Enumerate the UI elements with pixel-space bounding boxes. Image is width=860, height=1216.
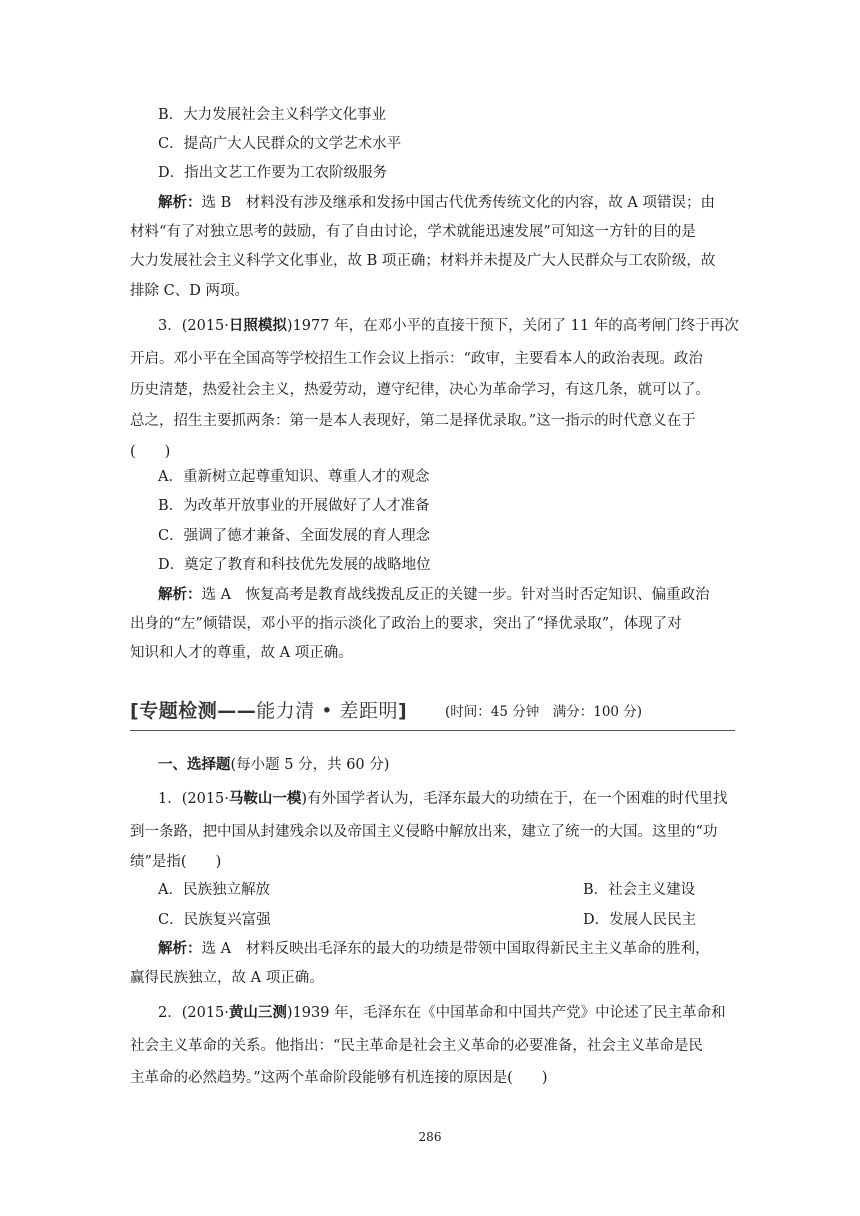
stem-text: )有外国学者认为，毛泽东最大的功绩在于，在一个困难的时代里找	[301, 791, 728, 807]
section-title-light: 能力清 • 差距明	[256, 700, 398, 722]
section-header	[130, 694, 735, 731]
stem-text: )1939 年，毛泽东在《中国革命和中国共产党》中论述了民主革命和	[286, 1005, 726, 1021]
stem-line: 开启。邓小平在全国高等学校招生工作会议上指示：“政审，主要看本人的政治表现。政治	[130, 351, 703, 367]
bracket-close: ]	[398, 700, 408, 722]
analysis-label: 解析：	[158, 586, 202, 603]
question-source: 日照模拟	[228, 317, 287, 334]
option-b: B．为改革开放事业的开展做好了人才准备	[158, 498, 430, 514]
option-a: A．民族独立解放	[158, 882, 270, 898]
question-1-stem	[158, 789, 763, 809]
analysis-text: 选 B 材料没有涉及继承和发扬中国古代优秀传统文化的内容，故 A 项错误；由	[201, 195, 715, 211]
section-title-bold: 专题检测——	[139, 700, 257, 722]
option-c: C．强调了德才兼备、全面发展的育人理念	[158, 528, 431, 544]
option-d: D．奠定了教育和科技优先发展的战略地位	[158, 557, 431, 573]
option-row	[158, 910, 763, 930]
option-c: C．提高广大人民群众的文学艺术水平	[158, 136, 402, 152]
stem-line: 总之，招生主要抓两条：第一是本人表现好，第二是择优录取。”这一指示的时代意义在于	[130, 413, 696, 429]
question-number: 2．(2015·	[158, 1005, 229, 1021]
answer-blank: ( )	[130, 444, 171, 460]
time-score-note: (时间：45 分钟 满分：100 分)	[445, 704, 643, 720]
analysis-line: 排除 C、D 两项。	[130, 283, 249, 299]
part-heading	[158, 755, 763, 775]
part-heading-title: 一、选择题	[158, 756, 231, 773]
section-title	[130, 696, 407, 723]
stem-line: 历史清楚，热爱社会主义，热爱劳动，遵守纪律，决心为革命学习，有这几条，就可以了。	[130, 382, 710, 398]
option-a: A．重新树立起尊重知识、尊重人才的观念	[158, 469, 430, 485]
option-b: B．社会主义建设	[583, 882, 696, 898]
bracket-open: [	[130, 700, 140, 722]
stem-line: 绩”是指( )	[130, 854, 222, 870]
stem-text: )1977 年，在邓小平的直接干预下，关闭了 11 年的高考闸门终于再次	[286, 318, 739, 334]
analysis-text: 选 A 恢复高考是教育战线拨乱反正的关键一步。针对当时否定知识、偏重政治	[201, 587, 710, 603]
option-b: B．大力发展社会主义科学文化事业	[158, 107, 387, 123]
part-heading-note: (每小题 5 分，共 60 分)	[230, 757, 390, 773]
analysis-line: 材料“有了对独立思考的鼓励，有了自由讨论，学术就能迅速发展”可知这一方针的目的是	[130, 224, 696, 240]
page-number: 286	[418, 1130, 442, 1144]
stem-line: 主革命的必然趋势。”这两个革命阶段能够有机连接的原因是( )	[130, 1070, 548, 1086]
option-d: D．指出文艺工作要为工农阶级服务	[158, 165, 388, 181]
stem-line: 到一条路，把中国从封建残余以及帝国主义侵略中解放出来，建立了统一的大国。这里的“功	[130, 824, 718, 840]
analysis-text: 选 A 材料反映出毛泽东的最大的功绩是带领中国取得新民主主义革命的胜利，	[201, 941, 710, 957]
analysis-line	[158, 585, 763, 605]
stem-line: 社会主义革命的关系。他指出：“民主革命是社会主义革命的必要准备，社会主义革命是民	[130, 1038, 703, 1054]
analysis-label: 解析：	[158, 194, 202, 211]
analysis-line	[158, 939, 763, 959]
question-2-stem	[158, 1003, 763, 1023]
option-d: D．发展人民民主	[583, 912, 697, 928]
question-number: 3．(2015·	[158, 318, 229, 334]
analysis-line: 赢得民族独立，故 A 项正确。	[130, 970, 324, 986]
analysis-label: 解析：	[158, 940, 202, 957]
question-source: 马鞍山一模	[228, 790, 302, 807]
analysis-line: 大力发展社会主义科学文化事业，故 B 项正确；材料并未提及广大人民群众与工农阶级，故	[130, 253, 716, 269]
analysis-line: 知识和人才的尊重，故 A 项正确。	[130, 645, 353, 661]
analysis-line: 出身的“左”倾错误，邓小平的指示淡化了政治上的要求，突出了“择优录取”，体现了对	[130, 616, 682, 632]
question-number: 1．(2015·	[158, 791, 229, 807]
question-3-stem	[158, 316, 763, 336]
question-source: 黄山三测	[228, 1004, 287, 1021]
analysis-line	[158, 193, 763, 213]
option-c: C．民族复兴富强	[158, 912, 271, 928]
option-row	[158, 880, 763, 900]
